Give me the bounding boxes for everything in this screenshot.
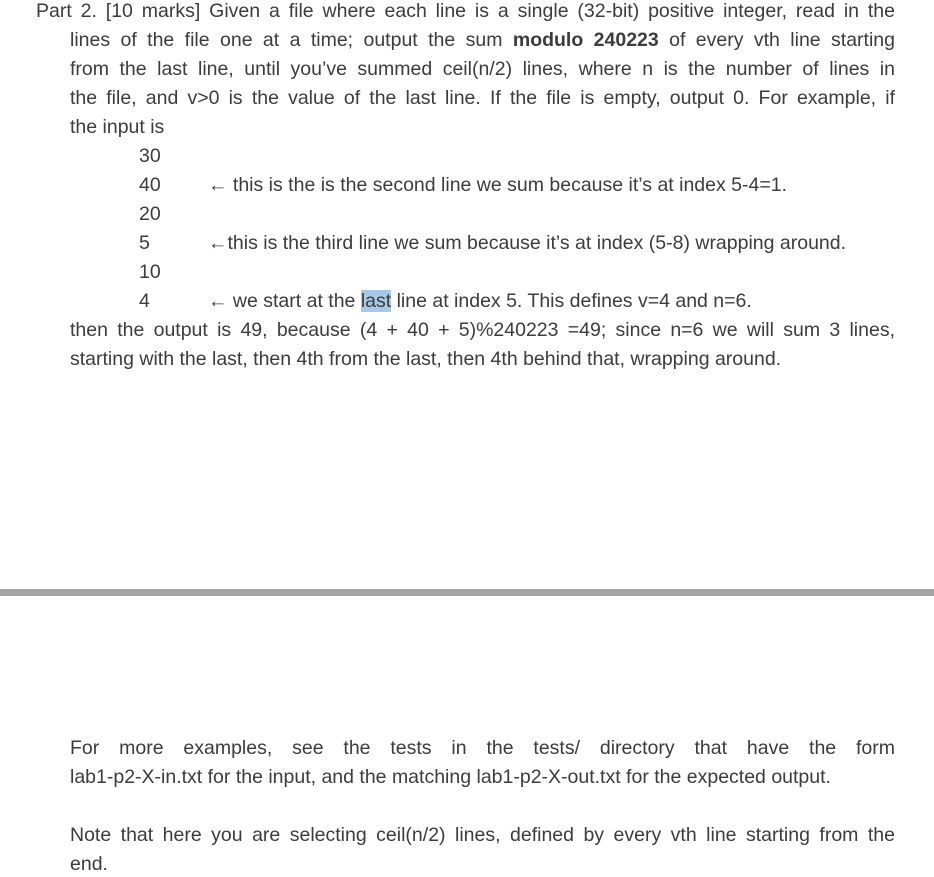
part2-line-5: the input is bbox=[70, 116, 165, 138]
example-value-6: 4 bbox=[139, 290, 150, 312]
example-value-2: 40 bbox=[139, 174, 161, 196]
part2-line-4: the file, and v>0 is the value of the last line. If the file is empty, output 0. For example, if bbox=[70, 87, 895, 109]
annotation-start-text-b: line at index 5. This defines v=4 and n=6. bbox=[391, 290, 752, 312]
annotation-start-line bbox=[208, 288, 752, 314]
part2-line-1: Part 2. [10 marks] Given a file where each line is a single (32-bit) positive integer, read in the bbox=[36, 0, 895, 22]
part2-line-3: from the last line, until you’ve summed ceil(n/2) lines, where n is the number of lines in bbox=[70, 58, 895, 80]
part2-line-7: starting with the last, then 4th from the last, then 4th behind that, wrapping around. bbox=[70, 348, 782, 370]
note-line-2: end. bbox=[70, 853, 108, 875]
example-value-3: 20 bbox=[139, 203, 161, 225]
part2-line-6: then the output is 49, because (4 + 40 + 5)%240223 =49; since n=6 we will sum 3 lines, bbox=[70, 319, 895, 341]
part2-line-2-text-a: lines of the file one at a time; output the sum bbox=[70, 29, 513, 51]
example-value-5: 10 bbox=[139, 261, 161, 283]
annotation-start-text-a: ← we start at the bbox=[208, 290, 361, 312]
part2-line-2-text-b: of every vth line starting bbox=[658, 29, 895, 51]
more-line-1: For more examples, see the tests in the tests/ directory that have the form bbox=[70, 737, 895, 759]
note-line-1: Note that here you are selecting ceil(n/2) lines, defined by every vth line starting from the bbox=[70, 824, 895, 846]
modulo-bold-text: modulo 240223 bbox=[512, 29, 659, 51]
example-value-4: 5 bbox=[139, 232, 150, 254]
annotation-second-line: ← this is the is the second line we sum because it’s at index 5-4=1. bbox=[208, 174, 787, 196]
horizontal-divider bbox=[0, 589, 934, 596]
example-value-1: 30 bbox=[139, 145, 161, 167]
part2-line-2 bbox=[70, 27, 895, 53]
selected-text-highlight[interactable]: last bbox=[360, 290, 392, 312]
more-line-2: lab1-p2-X-in.txt for the input, and the matching lab1-p2-X-out.txt for the expected output. bbox=[70, 766, 831, 788]
annotation-third-line: ←this is the third line we sum because it’s at index (5-8) wrapping around. bbox=[208, 232, 847, 254]
